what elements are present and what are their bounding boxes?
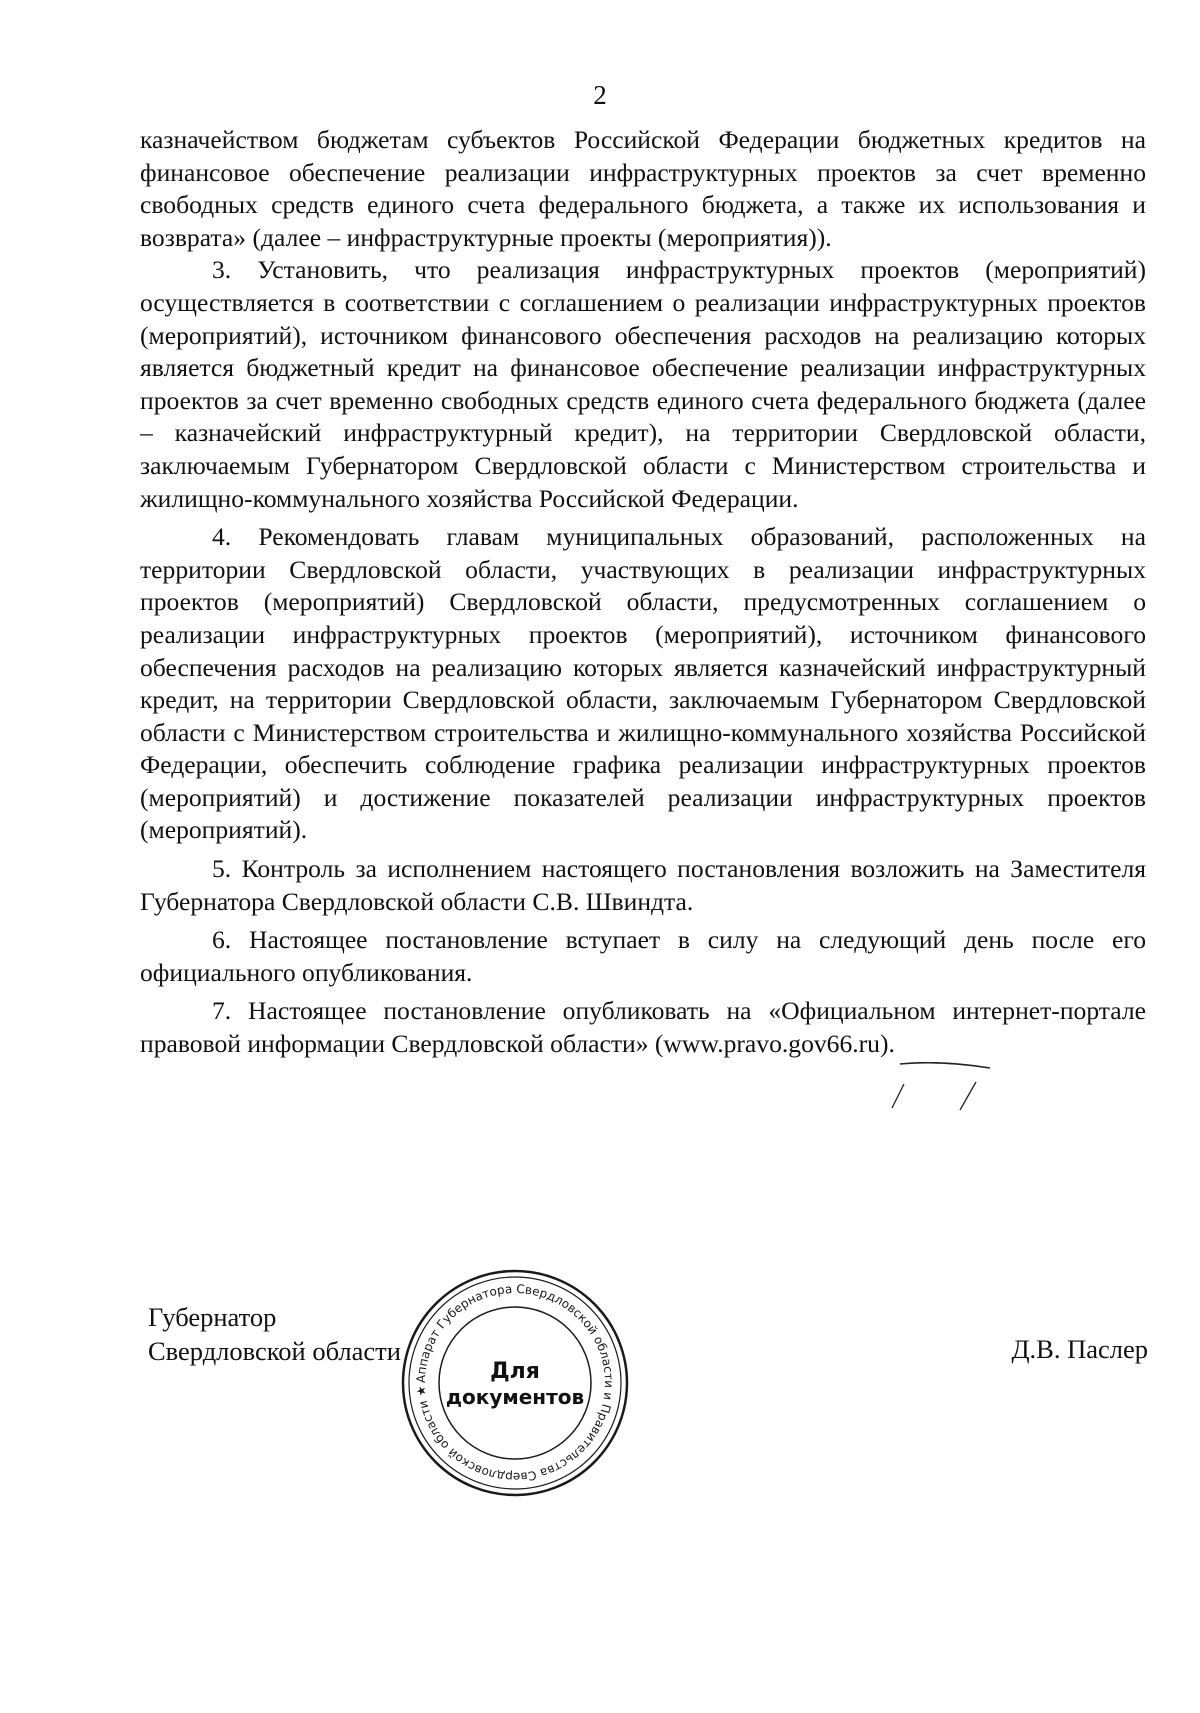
signature-title-line1: Губернатор xyxy=(148,1302,277,1332)
signature-title xyxy=(148,1300,401,1368)
paragraph-6: 6. Настоящее постановление вступает в силу на следующий день после его официального опубликования. xyxy=(140,925,1146,987)
stamp-ring-text: Аппарат Губернатора Свердловской области и Правительства Свердловской области ★ xyxy=(413,1281,617,1485)
official-stamp xyxy=(400,1268,630,1498)
paragraph-3: 3. Установить, что реализация инфраструктурных проектов (мероприятий) осуществляется в соответствии с соглашением о реализации инфраструктурных проектов (мероприятий), источником финансового обеспечения расходов на реализацию которых является бюджетный кредит на финансовое обеспечение реализации инфраструктурных проектов за счет временно свободных средств единого счета федерального бюджета (далее – казначейский инфраструктурный кредит), на территории Свердловской области, заключаемым Губернатором Свердловской области с Министерством строительства и жилищно-коммунального хозяйства Российской Федерации. xyxy=(140,255,1146,513)
paragraph-5: 5. Контроль за исполнением настоящего постановления возложить на Заместителя Губернатора Свердловской области С.В. Швиндта. xyxy=(140,854,1146,916)
paragraph-continuation: казначейством бюджетам субъектов Российской Федерации бюджетных кредитов на финансовое обеспечение реализации инфраструктурных проектов за счет временно свободных средств единого счета федерального бюджета, а также их использования и возврата» (далее – инфраструктурные проекты (мероприятия)). xyxy=(140,125,1146,252)
signature-title-line2: Свердловской области xyxy=(148,1336,401,1366)
stamp-center-line2: документов xyxy=(445,1385,585,1409)
stamp-center-line1: Для xyxy=(490,1359,540,1384)
handwritten-mark xyxy=(880,1062,1090,1122)
paragraph-4: 4. Рекомендовать главам муниципальных образований, расположенных на территории Свердловской области, участвующих в реализации инфраструктурных проектов (мероприятий) Свердловской области, предусмотренных соглашением о реализации инфраструктурных проектов (мероприятий), источником финансового обеспечения расходов на реализацию которых является казначейский инфраструктурный кредит, на территории Свердловской области, заключаемым Губернатором Свердловской области с Министерством строительства и жилищно-коммунального хозяйства Российской Федерации, обеспечить соблюдение графика реализации инфраструктурных проектов (мероприятий) и достижение показателей реализации инфраструктурных проектов (мероприятий). xyxy=(140,522,1146,845)
page-number: 2 xyxy=(593,80,607,110)
document-body xyxy=(140,124,1146,1061)
paragraph-7: 7. Настоящее постановление опубликовать на «Официальном интернет-портале правовой информации Свердловской области» (www.pravo.gov66.ru). xyxy=(140,996,1146,1059)
signatory-name: Д.В. Паслер xyxy=(1011,1334,1148,1364)
